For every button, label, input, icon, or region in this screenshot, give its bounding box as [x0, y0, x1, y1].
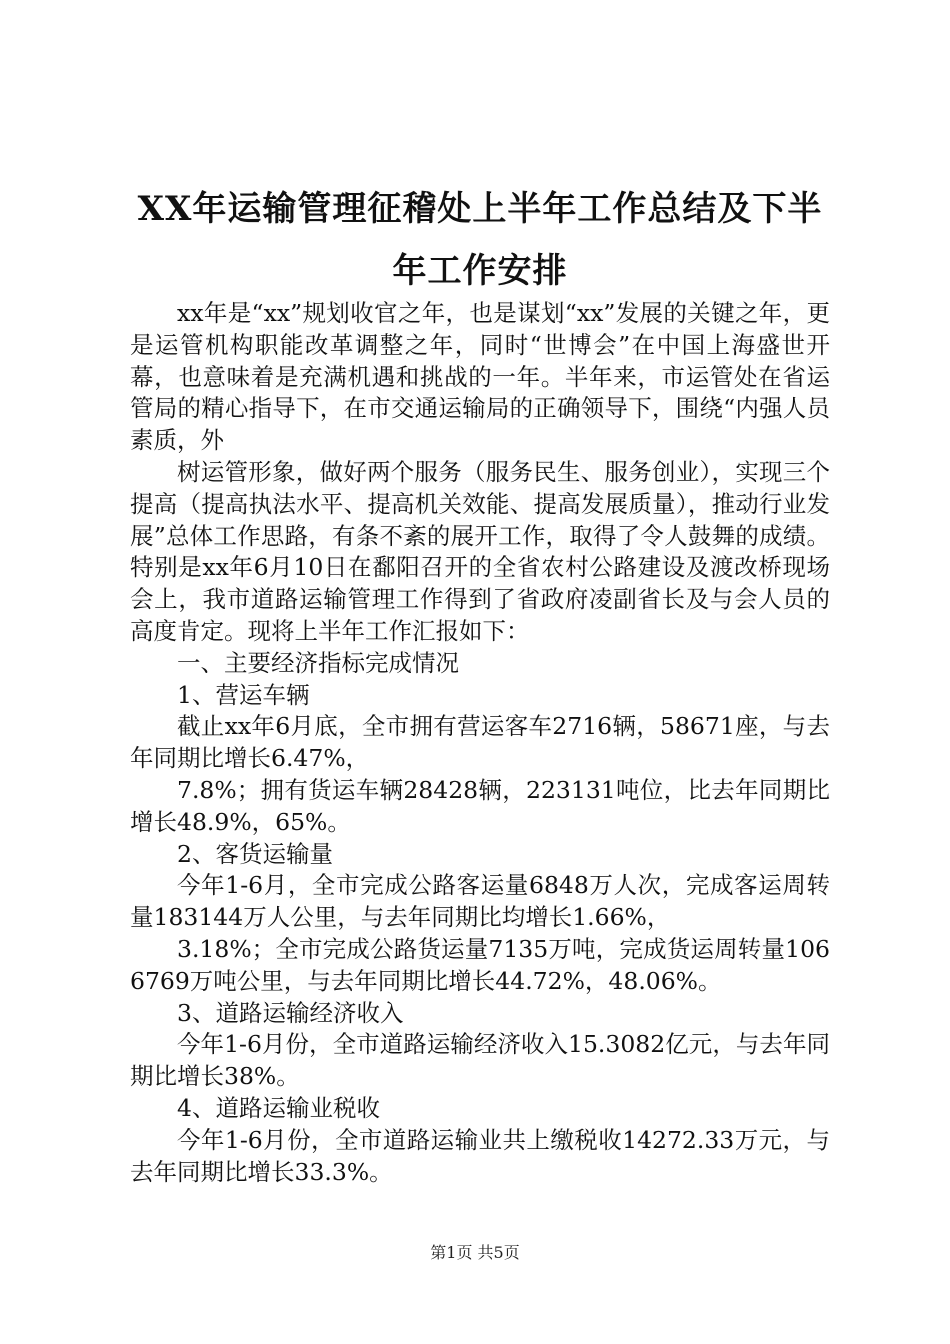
document-body [130, 298, 830, 1188]
document-title [130, 178, 830, 302]
subheading-income: 3、道路运输经济收入 [177, 998, 404, 1027]
title-line-2: 年工作安排 [392, 251, 568, 291]
subheading-transport-volume: 2、客货运输量 [177, 839, 333, 868]
paragraph-vehicles-cont: 7.8%；拥有货运车辆28428辆，223131吨位，比去年同期比增长48.9%，65%。 [130, 775, 830, 836]
paragraph-income: 今年1-6月份，全市道路运输经济收入15.3082亿元，与去年同期比增长38%。 [130, 1030, 830, 1091]
paragraph-vehicles: 截止xx年6月底，全市拥有营运客车2716辆，58671座，与去年同期比增长6.47%， [130, 712, 830, 773]
paragraph-intro-cont: 树运管形象，做好两个服务（服务民生、服务创业），实现三个提高（提高执法水平、提高机关效能、提高发展质量），推动行业发展”总体工作思路，有条不紊的展开工作，取得了令人鼓舞的成绩。特别是xx年6月10日在鄱阳召开的全省农村公路建设及渡改桥现场会上，我市道路运输管理工作得到了省政府凌副省长及与会人员的高度肯定。现将上半年工作汇报如下： [130, 457, 830, 645]
paragraph-tax: 今年1-6月份，全市道路运输业共上缴税收14272.33万元，与去年同期比增长33.3%。 [130, 1125, 830, 1186]
title-line-1: XX年运输管理征稽处上半年工作总结及下半 [137, 189, 823, 229]
section-heading-1: 一、主要经济指标完成情况 [177, 648, 459, 677]
paragraph-transport-volume: 今年1-6月，全市完成公路客运量6848万人次，完成客运周转量183144万人公里，与去年同期比均增长1.66%， [130, 871, 830, 932]
page-number: 第1页 共5页 [430, 1243, 520, 1262]
subheading-vehicles: 1、营运车辆 [177, 680, 310, 709]
subheading-tax: 4、道路运输业税收 [177, 1093, 380, 1122]
paragraph-transport-volume-cont: 3.18%；全市完成公路货运量7135万吨，完成货运周转量1066769万吨公里，与去年同期比增长44.72%，48.06%。 [130, 934, 830, 995]
paragraph-intro: xx年是“xx”规划收官之年，也是谋划“xx”发展的关键之年，更是运管机构职能改革调整之年，同时“世博会”在中国上海盛世开幕，也意味着是充满机遇和挑战的一年。半年来，市运管处在省运管局的精心指导下，在市交通运输局的正确领导下，围绕“内强人员素质，外 [130, 299, 830, 455]
